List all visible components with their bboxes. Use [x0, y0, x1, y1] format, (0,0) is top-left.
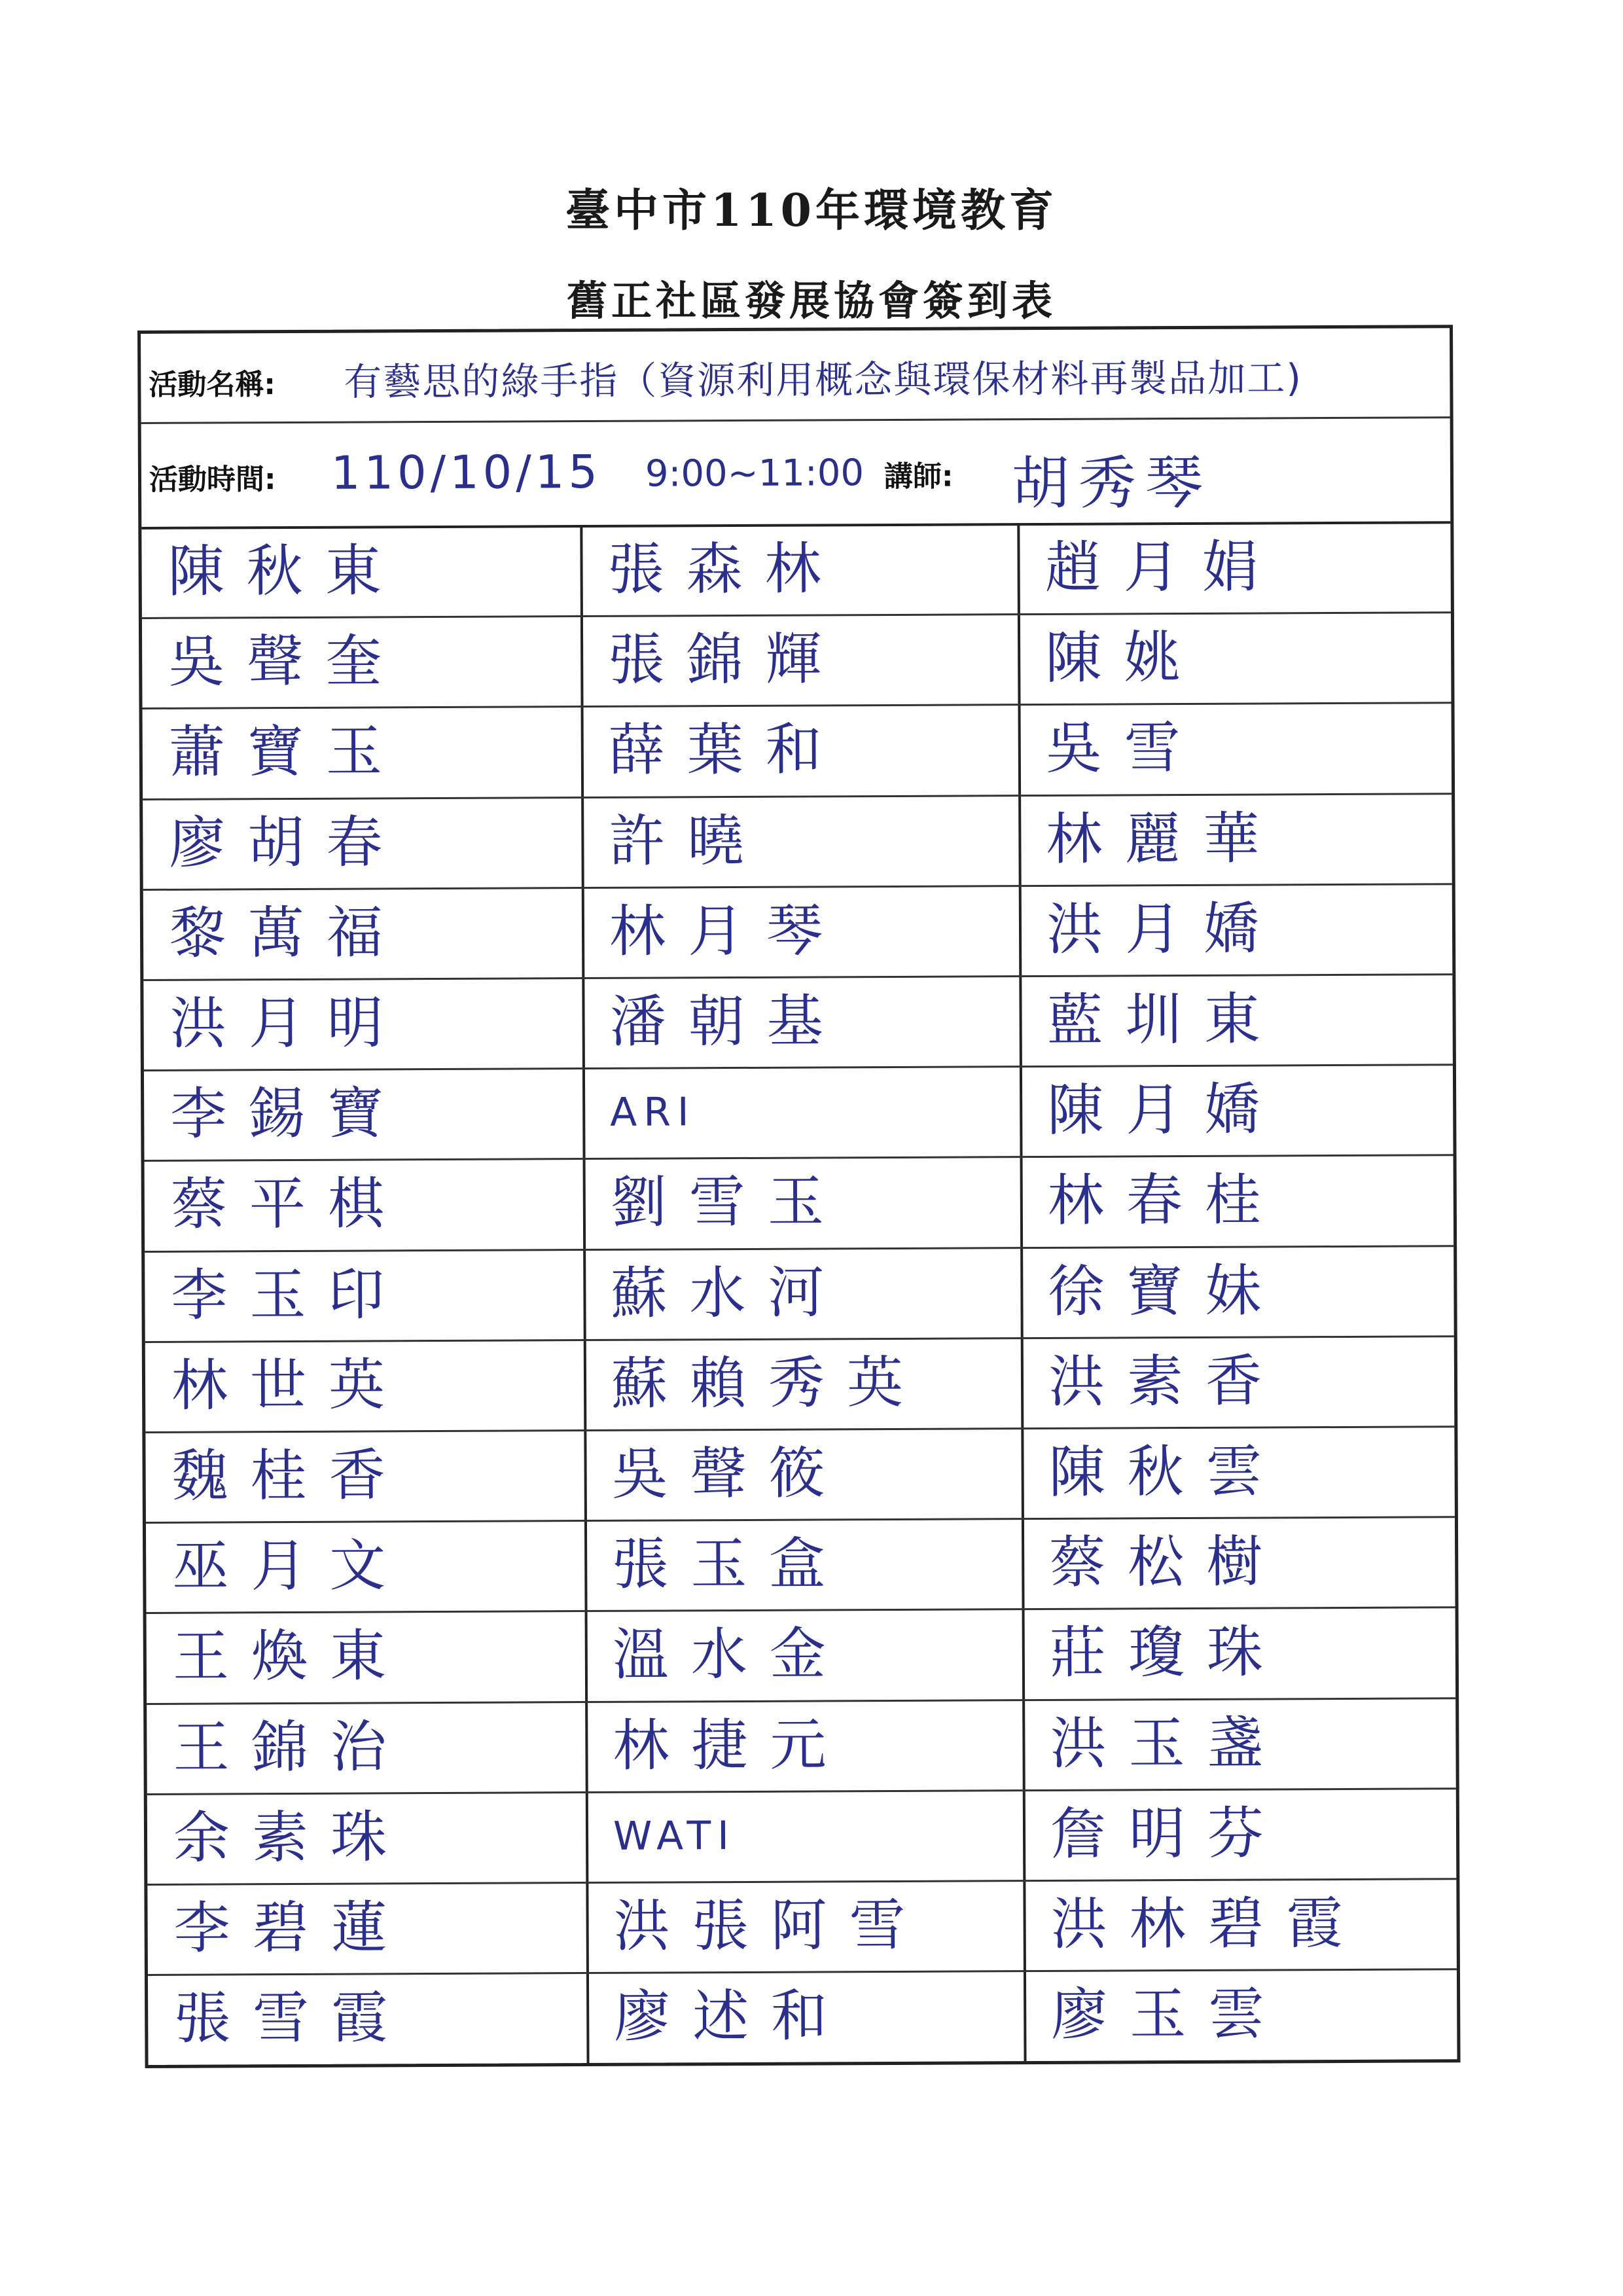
signature-col1-row-10: 林世英 — [171, 1352, 408, 1419]
signature-col3-row-8: 林春桂 — [1047, 1167, 1284, 1234]
signature-col1-row-1: 陳秋東 — [168, 538, 404, 605]
activity-hours: 9:00~11:00 — [645, 452, 865, 495]
signature-col2-row-15: WATI — [613, 1813, 736, 1859]
signature-col1-row-2: 吳聲奎 — [168, 628, 404, 695]
signature-col2-row-6: 潘朝基 — [609, 988, 846, 1055]
signature-col1-row-7: 李錫寶 — [170, 1081, 406, 1147]
activity-row — [141, 328, 1450, 424]
signature-col1-row-9: 李玉印 — [171, 1262, 407, 1329]
document-subtitle: 舊正社區發展協會簽到表 — [566, 277, 1056, 325]
activity-label: 活動名稱: — [149, 368, 276, 402]
signature-col2-row-12: 張玉盒 — [612, 1531, 848, 1598]
signature-col3-row-10: 洪素香 — [1048, 1348, 1285, 1415]
document-title: 臺中市110年環境教育 — [565, 185, 1058, 237]
signin-sheet — [137, 325, 1461, 2068]
signature-col2-row-11: 吳聲筱 — [611, 1441, 847, 1507]
signature-col2-row-16: 洪張阿雪 — [613, 1892, 928, 1960]
signature-col3-row-16: 洪林碧霞 — [1050, 1890, 1365, 1958]
signature-col1-row-3: 蕭寶玉 — [168, 719, 405, 785]
signature-col2-row-1: 張森林 — [607, 536, 844, 603]
signature-col2-row-2: 張錦輝 — [607, 626, 844, 693]
signature-grid — [141, 521, 1457, 2065]
signature-col3-row-7: 陳月嬌 — [1046, 1077, 1283, 1143]
signature-col3-row-11: 陳秋雲 — [1048, 1439, 1285, 1505]
signature-col2-row-4: 許曉 — [609, 808, 766, 874]
signature-col3-row-9: 徐寶妹 — [1048, 1258, 1284, 1325]
signature-col3-row-4: 林麗華 — [1046, 806, 1282, 872]
signature-col1-row-11: 魏桂香 — [171, 1443, 408, 1509]
signature-col2-row-9: 蘇水河 — [611, 1260, 847, 1327]
signature-col3-row-6: 藍圳東 — [1046, 986, 1283, 1053]
signature-col1-row-8: 蔡平棋 — [170, 1171, 407, 1238]
signature-col2-row-10: 蘇賴秀英 — [611, 1350, 926, 1417]
signature-col3-row-13: 莊瓊珠 — [1049, 1619, 1286, 1686]
time-label: 活動時間: — [149, 463, 276, 497]
signature-col2-row-13: 溫水金 — [612, 1621, 849, 1688]
activity-date: 110/10/15 — [330, 444, 602, 500]
signature-col3-row-15: 詹明芬 — [1050, 1801, 1287, 1867]
schedule-row — [141, 416, 1451, 529]
signature-col1-row-5: 黎萬福 — [169, 900, 406, 967]
signature-col1-row-14: 王錦治 — [173, 1714, 409, 1781]
signature-col2-row-8: 劉雪玉 — [610, 1169, 847, 1236]
signature-col1-row-15: 余素珠 — [173, 1804, 410, 1871]
signature-col3-row-1: 趙月娟 — [1044, 534, 1281, 601]
signature-col2-row-3: 薛葉和 — [608, 717, 845, 783]
signature-col2-row-14: 林捷元 — [613, 1712, 849, 1779]
signature-col1-row-16: 李碧蓮 — [173, 1895, 410, 1962]
signature-col3-row-2: 陳姚 — [1044, 624, 1203, 691]
signature-col1-row-6: 洪月明 — [169, 990, 406, 1057]
teacher-label: 講師: — [883, 459, 954, 494]
signature-col2-row-17: 廖述和 — [614, 1983, 850, 2050]
signature-col2-row-7: ARI — [610, 1089, 696, 1136]
signature-col2-row-5: 林月琴 — [609, 898, 846, 965]
signature-col3-row-17: 廖玉雲 — [1051, 1981, 1287, 2048]
signature-col3-row-12: 蔡松樹 — [1049, 1529, 1285, 1596]
signature-col3-row-14: 洪玉盞 — [1050, 1710, 1286, 1777]
signature-col1-row-13: 王煥東 — [172, 1623, 409, 1690]
teacher-signature: 胡秀琴 — [1011, 448, 1213, 518]
signature-col1-row-17: 張雪霞 — [174, 1985, 410, 2052]
signature-col1-row-4: 廖胡春 — [169, 810, 405, 876]
activity-name: 有藝思的綠手指（資源利用概念與環保材料再製品加工) — [344, 355, 1303, 404]
signature-col1-row-12: 巫月文 — [172, 1533, 408, 1600]
signature-col3-row-3: 吳雪 — [1045, 715, 1204, 781]
signature-col3-row-5: 洪月嬌 — [1046, 896, 1283, 963]
